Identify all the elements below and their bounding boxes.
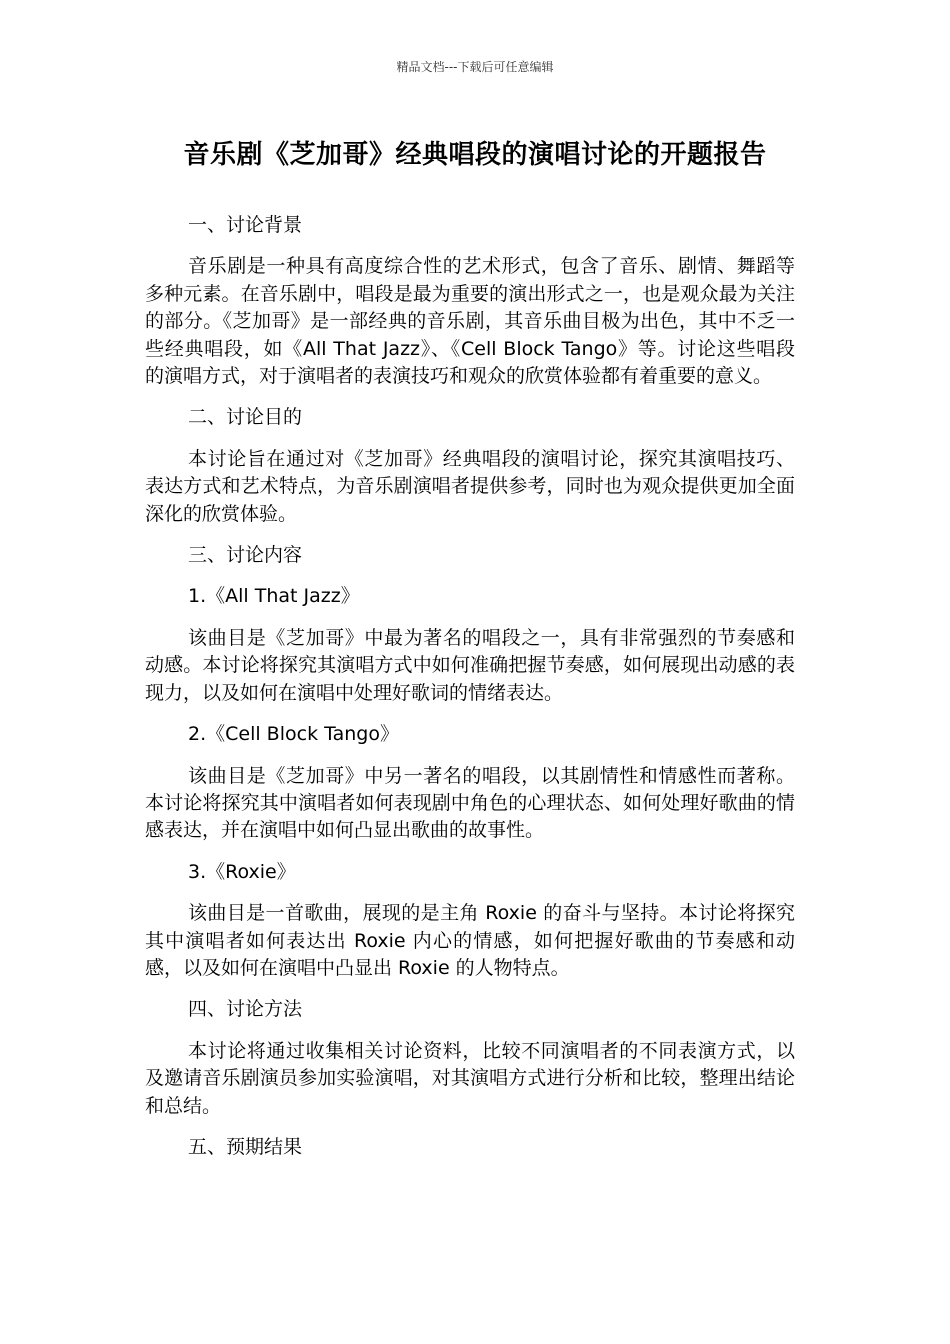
- document-body: [145, 212, 795, 1175]
- subheading-cell-block-tango: 2.《Cell Block Tango》: [188, 723, 399, 746]
- paragraph-purpose: 本讨论旨在通过对《芝加哥》经典唱段的演唱讨论，探究其演唱技巧、表达方式和艺术特点，为音乐剧演唱者提供参考，同时也为观众提供更加全面深化的欣赏体验。: [145, 447, 795, 525]
- subheading-roxie: 3.《Roxie》: [188, 860, 296, 883]
- subheading-all-that-jazz: 1.《All That Jazz》: [188, 585, 360, 608]
- document-title: 音乐剧《芝加哥》经典唱段的演唱讨论的开题报告: [183, 140, 767, 170]
- paragraph-roxie: 该曲目是一首歌曲，展现的是主角 Roxie 的奋斗与坚持。本讨论将探究其中演唱者如何表达出 Roxie 内心的情感，如何把握好歌曲的节奏感和动感，以及如何在演唱中凸显出 Roxie 的人物特点。: [145, 902, 795, 979]
- section-heading-expected-results: 五、预期结果: [188, 1135, 303, 1158]
- paragraph-background: 音乐剧是一种具有高度综合性的艺术形式，包含了音乐、剧情、舞蹈等多种元素。在音乐剧中，唱段是最为重要的演出形式之一，也是观众最为关注的部分。《芝加哥》是一部经典的音乐剧，其音乐曲目极为出色，其中不乏一些经典唱段，如《All That Jazz》、《Cell Block Tango》等。讨论这些唱段的演唱方式，对于演唱者的表演技巧和观众的欣赏体验都有着重要的意义。: [145, 255, 795, 388]
- section-heading-method: 四、讨论方法: [188, 998, 303, 1021]
- paragraph-all-that-jazz: 该曲目是《芝加哥》中最为著名的唱段之一，具有非常强烈的节奏感和动感。本讨论将探究其演唱方式中如何准确把握节奏感，如何展现出动感的表现力，以及如何在演唱中处理好歌词的情绪表达。: [145, 626, 795, 704]
- paragraph-method: 本讨论将通过收集相关讨论资料，比较不同演唱者的不同表演方式，以及邀请音乐剧演员参加实验演唱，对其演唱方式进行分析和比较，整理出结论和总结。: [145, 1039, 795, 1117]
- section-heading-content: 三、讨论内容: [188, 544, 303, 567]
- header-note: 精品文档---下载后可任意编辑: [396, 60, 554, 74]
- section-heading-purpose: 二、讨论目的: [188, 406, 303, 429]
- section-heading-background: 一、讨论背景: [188, 214, 303, 236]
- paragraph-cell-block-tango: 该曲目是《芝加哥》中另一著名的唱段，以其剧情性和情感性而著称。本讨论将探究其中演唱者如何表现剧中角色的心理状态、如何处理好歌曲的情感表达，并在演唱中如何凸显出歌曲的故事性。: [145, 764, 795, 842]
